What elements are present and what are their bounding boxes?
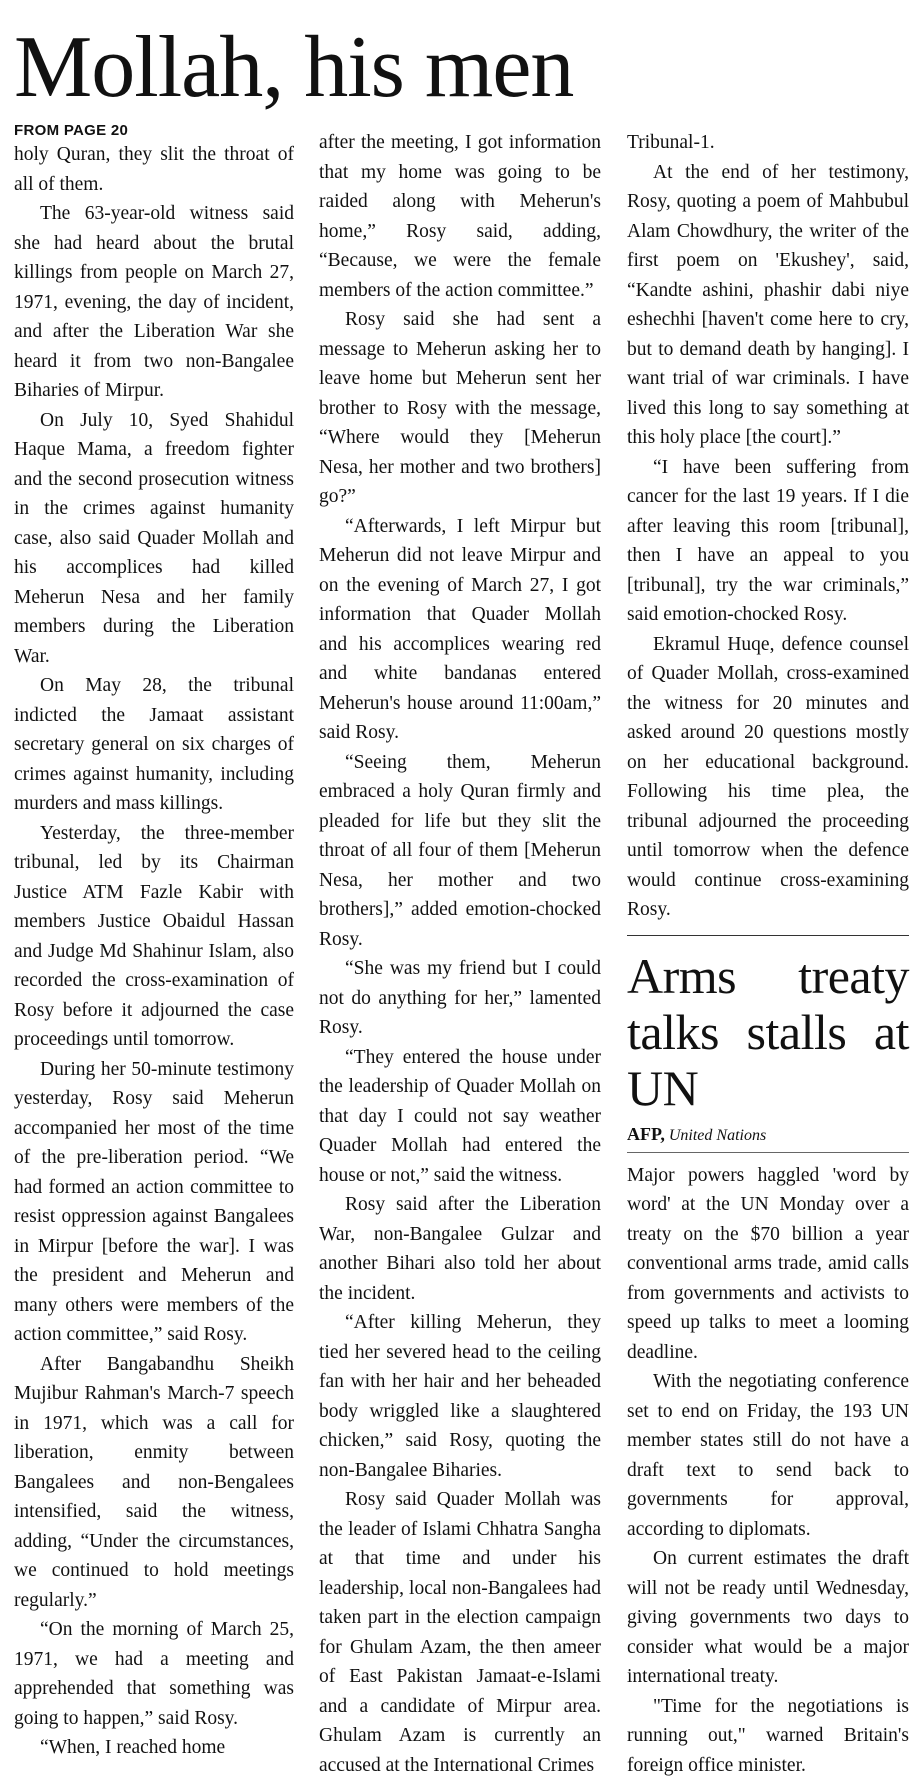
paragraph: On July 10, Syed Shahidul Haque Mama, a freedom fighter and the second prosecution witness in the crimes against humanity case, also said Quader Mollah and his accomplices had killed Meherun Nesa and her family members during the Liberation War.	[14, 406, 294, 672]
paragraph: “On the morning of March 25, 1971, we had a meeting and apprehended that something was going to happen,” said Rosy.	[14, 1615, 294, 1733]
paragraph: Major powers haggled 'word by word' at the UN Monday over a treaty on the $70 billion a year conventional arms trade, amid calls from governments and activists to speed up talks to meet a looming deadline.	[627, 1161, 909, 1368]
paragraph: Rosy said Quader Mollah was the leader of Islami Chhatra Sangha at that time and under his leadership, local non-Bangalees had taken part in the election campaign for Ghulam Azam, the then ameer of East Pakistan Jamaat-e-Islami and a candidate of Mirpur area. Ghulam Azam is currently an accused at the International Crimes	[319, 1485, 601, 1780]
paragraph: With the negotiating conference set to end on Friday, the 193 UN member states still do not have a draft text to send back to governments for approval, according to diplomats.	[627, 1367, 909, 1544]
paragraph: “They entered the house under the leadership of Quader Mollah on that day I could not say weather Quader Mollah had entered the house or not,” said the witness.	[319, 1043, 601, 1191]
byline-dateline: United Nations	[669, 1127, 766, 1144]
article-column-1	[14, 128, 294, 1763]
paragraph: On current estimates the draft will not be ready until Wednesday, giving governments two days to consider what would be a major international treaty.	[627, 1544, 909, 1692]
paragraph: During her 50-minute testimony yesterday, Rosy said Meherun accompanied her most of the time of the pre-liberation period. “We had formed an action committee to resist oppression against Bangalees in Mirpur [before the war]. I was the president and Meherun and many others were members of the action committee,” said Rosy.	[14, 1055, 294, 1350]
paragraph: “Seeing them, Meherun embraced a holy Quran firmly and pleaded for life but they slit the throat of all four of them [Meherun Nesa, her mother and two brothers],” added emotion-chocked Rosy.	[319, 748, 601, 955]
story2-headline: Arms treaty talks stalls at UN	[627, 948, 909, 1116]
story-divider	[627, 935, 909, 936]
paragraph: “I have been suffering from cancer for the last 19 years. If I die after leaving this room [tribunal], then I have an appeal to you [tribunal], try the war criminals,” said emotion-chocked Rosy.	[627, 453, 909, 630]
paragraph: “She was my friend but I could not do anything for her,” lamented Rosy.	[319, 954, 601, 1043]
paragraph: “After killing Meherun, they tied her severed head to the ceiling fan with her hair and her beheaded body wriggled like a slaughtered chicken,” said Rosy, quoting the non-Bangalee Biharies.	[319, 1308, 601, 1485]
paragraph: after the meeting, I got information that my home was going to be raided along with Meherun's home,” Rosy said, adding, “Because, we were the female members of the action committee.”	[319, 128, 601, 305]
paragraph: holy Quran, they slit the throat of all of them.	[14, 140, 294, 199]
paragraph: On May 28, the tribunal indicted the Jamaat assistant secretary general on six charges of crimes against humanity, including murders and mass killings.	[14, 671, 294, 819]
byline-divider	[627, 1152, 909, 1153]
byline-agency: AFP,	[627, 1124, 665, 1144]
paragraph: "Time for the negotiations is running out," warned Britain's foreign office minister.	[627, 1692, 909, 1780]
byline	[627, 1122, 909, 1148]
paragraph: “Afterwards, I left Mirpur but Meherun did not leave Mirpur and on the evening of March 27, I got information that Quader Mollah and his accomplices wearing red and white bandanas entered Meherun's house around 11:00am,” said Rosy.	[319, 512, 601, 748]
paragraph: The 63-year-old witness said she had heard about the brutal killings from people on March 27, 1971, evening, the day of incident, and after the Liberation War she heard it from two non-Bangalee Biharies of Mirpur.	[14, 199, 294, 406]
paragraph: After Bangabandhu Sheikh Mujibur Rahman's March-7 speech in 1971, which was a call for liberation, enmity between Bangalees and non-Bengalees intensified, said the witness, adding, “Under the circumstances, we continued to hold meetings regularly.”	[14, 1350, 294, 1616]
continuation-kicker: FROM PAGE 20	[14, 122, 294, 140]
paragraph: At the end of her testimony, Rosy, quoting a poem of Mahbubul Alam Chowdhury, the writer of the first poem on 'Ekushey', said, “Kandte ashini, phashir dabi niye eshechhi [haven't come here to cry, but to demand death by hanging]. I want trial of war criminals. I have lived this long to say something at this holy place [the court].”	[627, 158, 909, 453]
article-column-3	[627, 128, 909, 1780]
paragraph: Ekramul Huqe, defence counsel of Quader Mollah, cross-examined the witness for 20 minutes and asked around 20 questions mostly on her educational background. Following his time plea, the tribunal adjourned the proceeding until tomorrow when the defence would continue cross-examining Rosy.	[627, 630, 909, 925]
paragraph: “When, I reached home	[14, 1733, 294, 1763]
page-headline: Mollah, his men	[14, 20, 573, 116]
paragraph: Rosy said she had sent a message to Meherun asking her to leave home but Meherun sent her brother to Rosy with the message, “Where would they [Meherun Nesa, her mother and two brothers] go?”	[319, 305, 601, 512]
paragraph: Yesterday, the three-member tribunal, led by its Chairman Justice ATM Fazle Kabir with members Justice Obaidul Hassan and Judge Md Shahinur Islam, also recorded the cross-examination of Rosy before it adjourned the case proceedings until tomorrow.	[14, 819, 294, 1055]
paragraph: Tribunal-1.	[627, 128, 909, 158]
paragraph: Rosy said after the Liberation War, non-Bangalee Gulzar and another Bihari also told her about the incident.	[319, 1190, 601, 1308]
article-column-2	[319, 128, 601, 1780]
